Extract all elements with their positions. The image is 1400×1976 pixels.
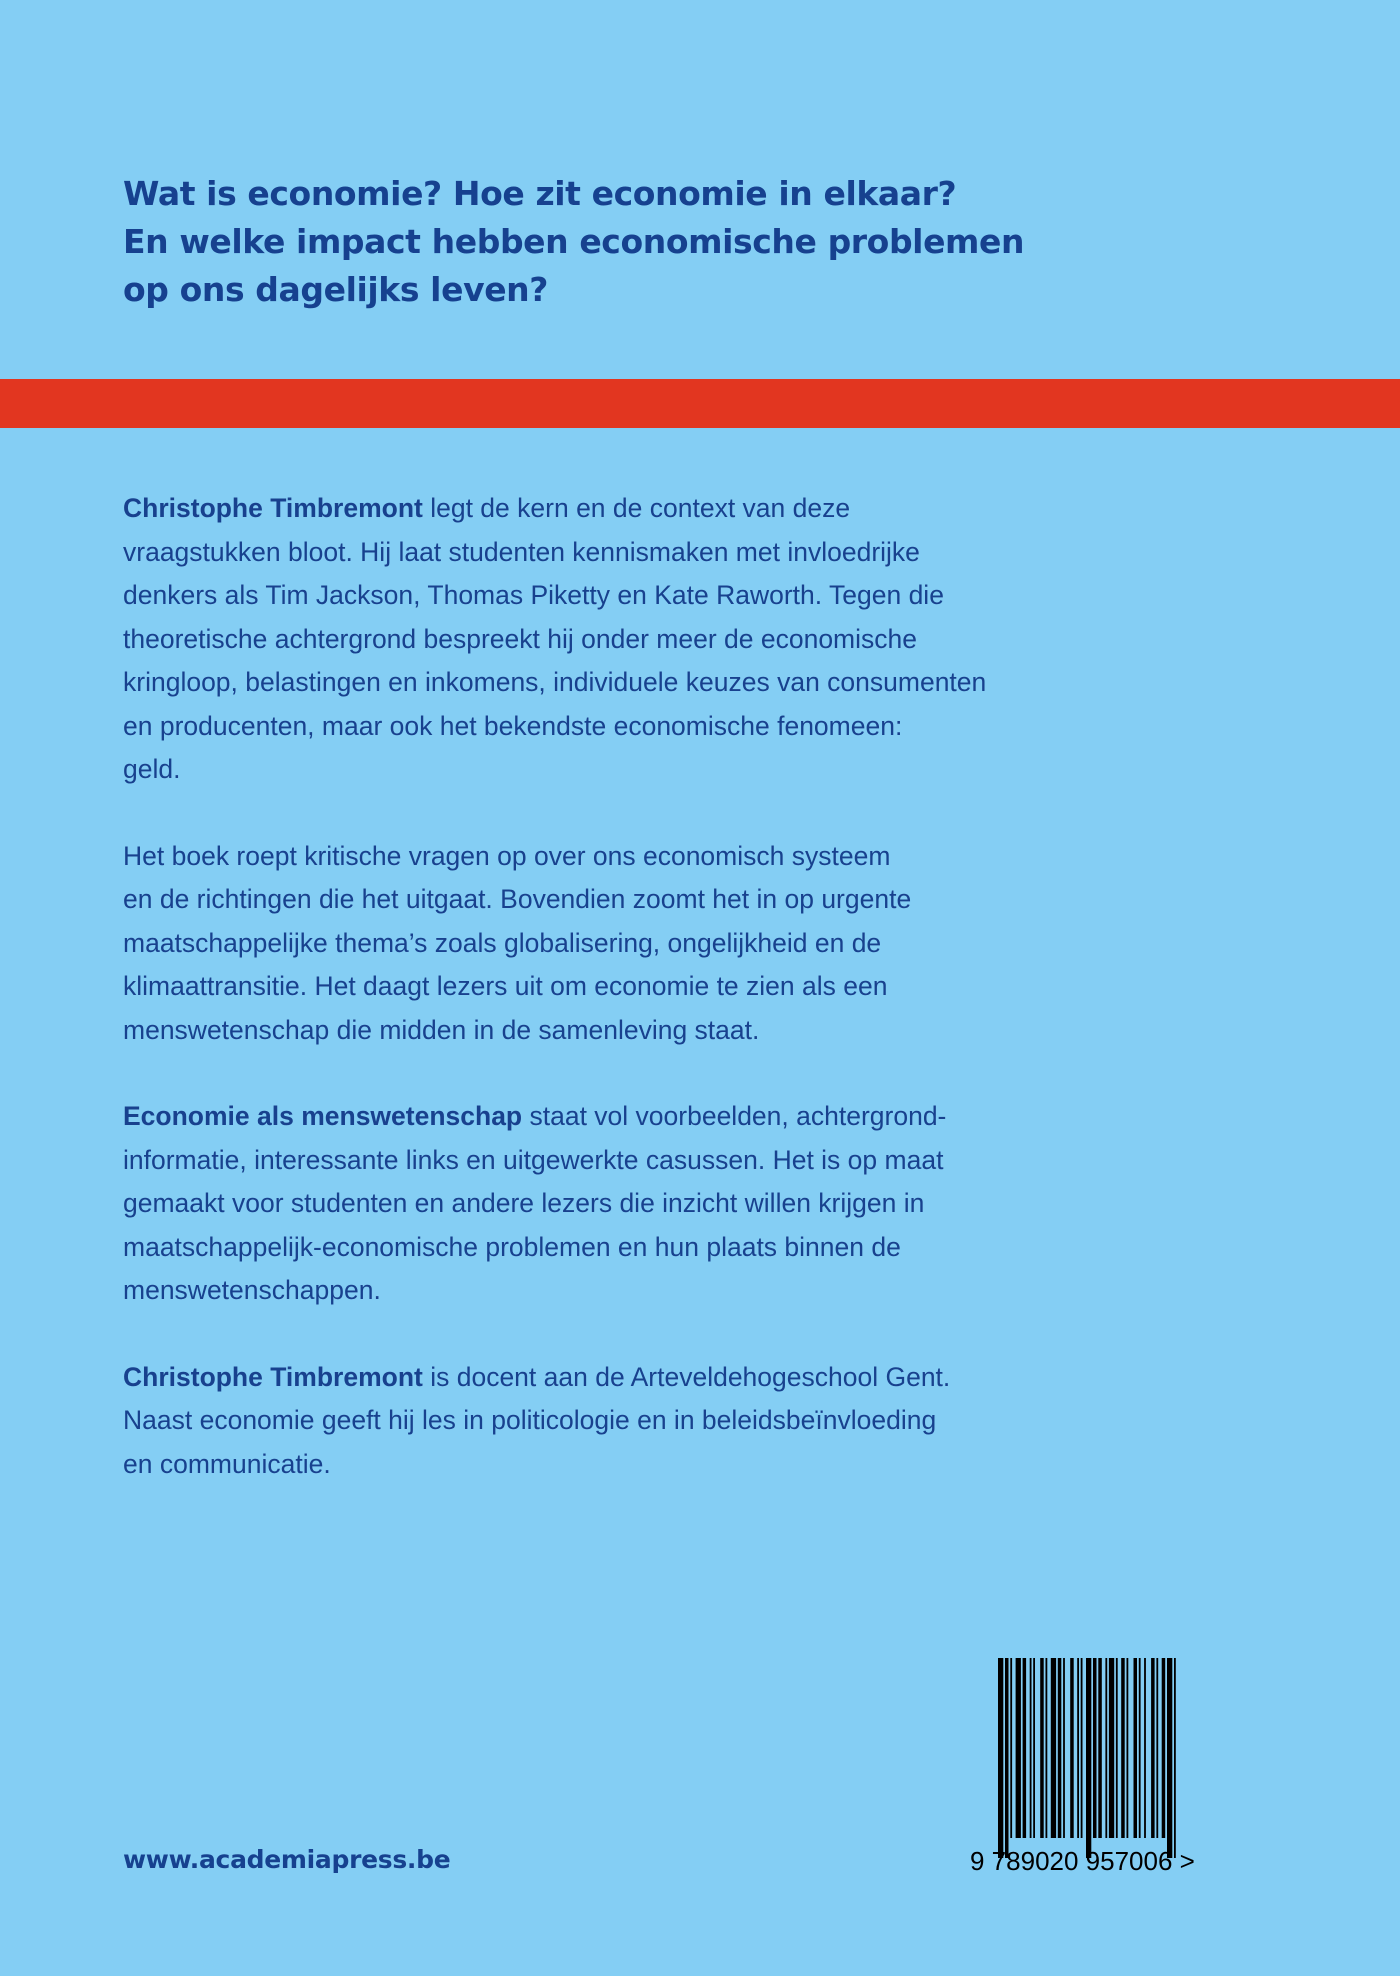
barcode-bar [1139, 1658, 1141, 1838]
barcode-bar [1156, 1658, 1158, 1838]
paragraph-intro: Christophe Timbremont legt de kern en de context van deze vraagstukken bloot. Hij laat studenten kennismaken met invloedrijke denkers als Tim Jackson, Thomas Piketty en Kate Raworth. Tegen die theoretische achtergrond bespreekt hij onder meer de economische kringloop, belastingen en inkomens, individuele keuzes van consumenten en producenten, maar ook het bekendste economische fenomeen: geld. [123, 493, 987, 784]
barcode-bar [1016, 1658, 1021, 1838]
barcode-bar [1077, 1658, 1079, 1838]
barcode-bar [1174, 1658, 1176, 1858]
barcode-bar [1134, 1658, 1138, 1838]
book-title: Economie als menswetenschap [123, 1101, 523, 1131]
barcode-bar [1151, 1658, 1155, 1838]
headline [123, 170, 1123, 314]
barcode-bar [1162, 1658, 1166, 1838]
publisher-website: www.academiapress.be [123, 1845, 451, 1874]
barcode-bar [1109, 1658, 1114, 1838]
blurb-body [123, 487, 1063, 1529]
barcode-bar [1105, 1658, 1107, 1838]
paragraph-book-description: Economie als menswetenschap staat vol voorbeelden, achtergrond- informatie, interessante links en uitgewerkte casussen. Het is op maat gemaakt voor studenten en andere lezers die inzicht willen krijgen in maatschappelijk-economische problemen en hun plaats binnen de menswetenschappen. [123, 1101, 947, 1305]
barcode-bar [1033, 1658, 1035, 1838]
barcode-bar [1058, 1658, 1062, 1838]
barcode-bar [1116, 1658, 1118, 1838]
author-name: Christophe Timbremont [123, 493, 423, 523]
barcode-bar [1144, 1658, 1146, 1838]
barcode-bar [1127, 1658, 1129, 1838]
barcode-bar [1093, 1658, 1097, 1838]
barcode-bar [1023, 1658, 1027, 1838]
barcode-bar [1046, 1658, 1048, 1838]
barcode-bar [1063, 1658, 1065, 1838]
author-name: Christophe Timbremont [123, 1361, 423, 1392]
barcode-bar [1098, 1658, 1102, 1838]
barcode-bar [1005, 1658, 1009, 1858]
headline-line-2: En welke impact hebben economische problemen [123, 222, 1025, 261]
barcode-bar [1010, 1658, 1012, 1838]
barcode-bar [1030, 1658, 1032, 1838]
barcode-bar [1167, 1658, 1172, 1858]
isbn-digits: 9 789020 957006 > [970, 1846, 1195, 1876]
barcode-bar [1051, 1658, 1056, 1838]
red-divider-band [0, 379, 1400, 428]
headline-line-1: Wat is economie? Hoe zit economie in elkaar? [123, 174, 957, 213]
barcode-bar [1040, 1658, 1044, 1838]
barcode-bar [1070, 1658, 1074, 1838]
paragraph-questions: Het boek roept kritische vragen op over ons economisch systeem en de richtingen die het uitgaat. Bovendien zoomt het in op urgente maatschappelijke thema’s zoals globalisering, ongelijkheid en de klimaattransitie. Het daagt lezers uit om economie te zien als een menswetenschap die midden in de samenleving staat. [123, 840, 912, 1045]
barcode-bar [998, 1658, 1003, 1858]
paragraph-author-bio: Christophe Timbremont is docent aan de Arteveldehogeschool Gent. Naast economie geeft hij les in politicologie en in beleidsbeïnvloeding en communicatie. [123, 1361, 951, 1479]
barcode-bar [1086, 1658, 1091, 1858]
barcode-bar [1121, 1658, 1125, 1838]
barcode-bar [1081, 1658, 1083, 1838]
headline-line-3: op ons dagelijks leven? [123, 270, 549, 309]
